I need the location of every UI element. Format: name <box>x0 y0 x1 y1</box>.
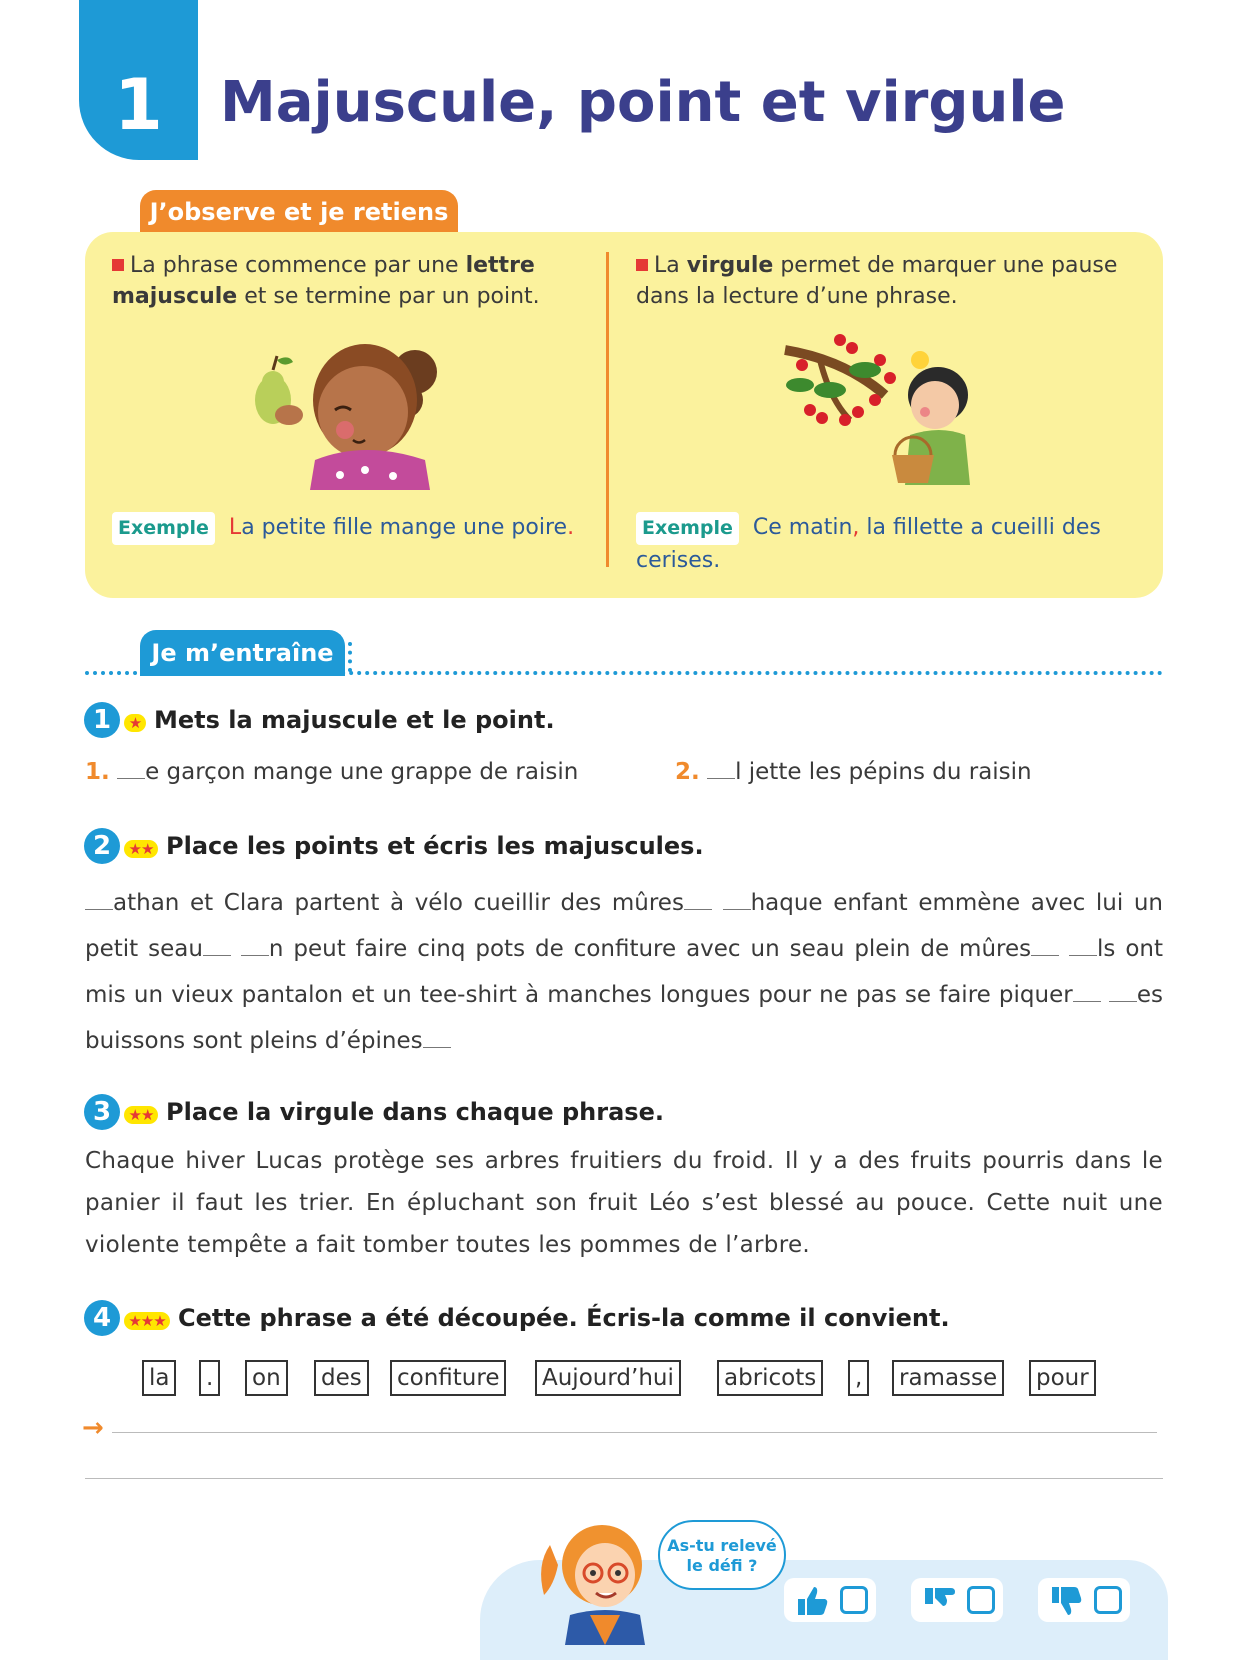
word-box[interactable]: on <box>245 1360 288 1396</box>
answer-blank[interactable] <box>423 1027 451 1048</box>
rule-comma: La virgule permet de marquer une pause dans la lecture d’une phrase. <box>636 253 1118 309</box>
red-square-icon <box>112 259 124 271</box>
answer-blank[interactable] <box>203 935 231 956</box>
answer-blank[interactable] <box>684 889 712 910</box>
exercise-2-number: 2 <box>84 828 120 864</box>
word-box[interactable]: . <box>199 1360 220 1396</box>
girl-mascot-illustration <box>530 1515 670 1645</box>
exercise-4-number: 4 <box>84 1300 120 1336</box>
exercise-3-number: 3 <box>84 1094 120 1130</box>
answer-blank[interactable] <box>241 935 269 956</box>
rule-capital-point: La phrase commence par une lettre majuscule et se termine par un point. <box>112 253 540 309</box>
thumbs-middle-icon <box>923 1586 957 1616</box>
exercise-1-title: Mets la majuscule et le point. <box>154 706 555 734</box>
girl-cherries-illustration <box>780 330 990 490</box>
observe-tab: J’observe et je retiens <box>140 190 458 234</box>
answer-blank[interactable] <box>1031 935 1059 956</box>
red-square-icon <box>636 259 648 271</box>
exercise-1-item-2: 2. l jette les pépins du raisin <box>675 759 1032 785</box>
difficulty-stars: ★★ <box>124 840 158 858</box>
eval-good-button[interactable] <box>784 1578 876 1622</box>
thumbs-down-icon <box>1050 1586 1084 1616</box>
example-right: Exemple Ce matin, la fillette a cueilli des cerises. <box>636 512 1106 576</box>
eval-bad-button[interactable] <box>1038 1578 1130 1622</box>
word-box[interactable]: , <box>848 1360 869 1396</box>
dotted-separator <box>85 671 1163 675</box>
difficulty-stars: ★★★ <box>124 1312 170 1330</box>
word-box[interactable]: Aujourd’hui <box>535 1360 681 1396</box>
exercise-2-text: athan et Clara partent à vélo cueillir des mûres haque enfant emmène avec lui un petit seau n peut faire cinq pots de confiture avec un seau plein de mûres ls ont mis un vieux pantalon et un tee-shirt à manches longues pour ne pas se faire piquer es buissons sont pleins d’épines <box>85 890 1164 1054</box>
answer-blank[interactable] <box>1069 935 1097 956</box>
exercise-1-number: 1 <box>84 702 120 738</box>
divider <box>85 1478 1163 1479</box>
exercise-1-item-1: 1. e garçon mange une grappe de raisin <box>85 759 579 785</box>
answer-blank[interactable] <box>117 758 145 779</box>
checkbox[interactable] <box>967 1586 995 1614</box>
word-box[interactable]: abricots <box>717 1360 823 1396</box>
dotted-separator <box>348 642 352 672</box>
checkbox[interactable] <box>840 1586 868 1614</box>
word-box[interactable]: des <box>314 1360 369 1396</box>
word-box[interactable]: ramasse <box>892 1360 1004 1396</box>
observe-divider <box>606 252 609 567</box>
arrow-icon: → <box>82 1413 104 1443</box>
girl-pear-illustration <box>245 330 445 490</box>
difficulty-stars: ★ <box>124 714 146 732</box>
word-box[interactable]: pour <box>1029 1360 1096 1396</box>
exercise-3-title: Place la virgule dans chaque phrase. <box>166 1098 664 1126</box>
difficulty-stars: ★★ <box>124 1106 158 1124</box>
example-left: Exemple La petite fille mange une poire. <box>112 512 592 545</box>
speech-text-line: As-tu relevé <box>667 1536 777 1555</box>
training-tab: Je m’entraîne <box>140 630 345 676</box>
lesson-number-tab <box>79 0 198 160</box>
speech-text-line: le défi ? <box>686 1556 758 1575</box>
answer-blank[interactable] <box>85 889 113 910</box>
speech-bubble <box>658 1520 786 1590</box>
answer-line[interactable] <box>112 1432 1157 1433</box>
exercise-4-title: Cette phrase a été découpée. Écris-la comme il convient. <box>178 1304 950 1332</box>
answer-blank[interactable] <box>1073 981 1101 1002</box>
eval-medium-button[interactable] <box>911 1578 1003 1622</box>
answer-blank[interactable] <box>707 758 735 779</box>
word-box[interactable]: la <box>142 1360 176 1396</box>
exercise-2-title: Place les points et écris les majuscules. <box>166 832 704 860</box>
answer-blank[interactable] <box>1109 981 1137 1002</box>
answer-blank[interactable] <box>723 889 751 910</box>
word-box[interactable]: confiture <box>390 1360 506 1396</box>
example-badge: Exemple <box>112 512 215 545</box>
exercise-3-text: Chaque hiver Lucas protège ses arbres fruitiers du froid. Il y a des fruits pourris dans le panier il faut les trier. En épluchant son fruit Léo s’est blessé au pouce. Cette nuit une violente tempête a fait tomber toutes les pommes de l’arbre. <box>85 1148 1163 1258</box>
checkbox[interactable] <box>1094 1586 1122 1614</box>
page-title: Majuscule, point et virgule <box>220 70 1066 135</box>
example-badge: Exemple <box>636 512 739 545</box>
thumbs-up-icon <box>796 1586 830 1616</box>
lesson-number: 1 <box>114 64 163 146</box>
